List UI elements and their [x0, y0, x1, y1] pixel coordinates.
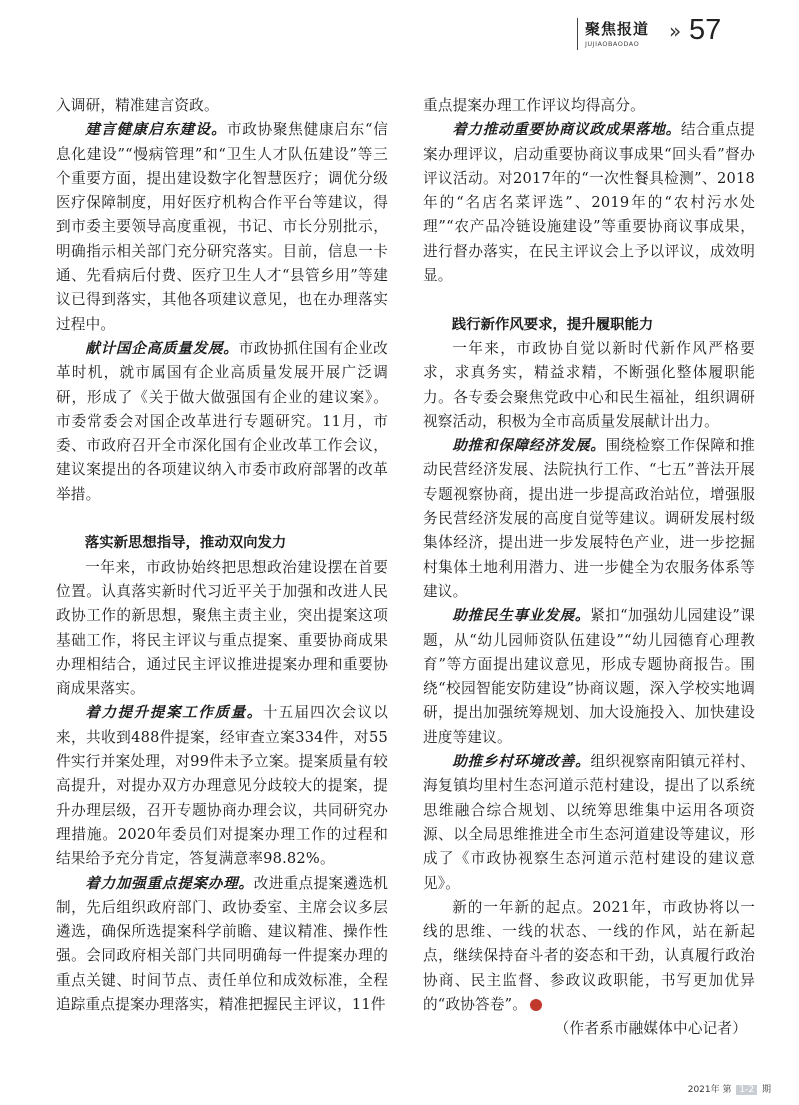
right-column: [423, 94, 755, 1042]
chevron-right-icon: »: [669, 19, 682, 43]
paragraph: [56, 94, 388, 118]
paragraph-lead: 助推和保障经济发展。: [452, 437, 606, 455]
section-heading: 落实新思想指导，推动双向发力: [84, 535, 287, 552]
paragraph-text: 结合重点提案办理评议，启动重要协商议事成果“回头看”督办评议活动。对2017年的“一次性餐具检测”、2018年的“名店名菜评选”、2019年的“农村污水处理”“农产品冷链设施建设”等重要协商议事成果，进行督办落实，在民主评议会上予以评议，成效明显。: [423, 121, 755, 285]
paragraph: [423, 750, 755, 896]
paragraph-lead: 献计国企高质量发展。: [85, 339, 239, 357]
paragraph-lead: 着力推动重要协商议政成果落地。: [452, 121, 681, 139]
paragraph-lead: 助推民生事业发展。: [452, 607, 591, 625]
paragraph-text: 十五届四次会议以来，共收到488件提案，经审查立案334件，对55件实行并案处理，对99件未予立案。提案质量有较高提升，对提办双方办理意见分歧较大的提案，提升办理层级，召开专题协商办理会议，共同研究办理措施。2020年委员们对提案办理工作的过程和结果给予充分肯定，答复满意率98.82%。: [56, 704, 388, 868]
section-spacer: [423, 288, 755, 312]
footer-di: 第: [722, 1085, 732, 1095]
footer-qi: 期: [761, 1085, 771, 1095]
paragraph-text: 市政协聚焦健康启东“信息化建设”“慢病管理”和“卫生人才队伍建设”等三个重要方面，提出建设数字化智慧医疗；调优分级医疗保障制度，用好医疗机构合作平台等建议，得到市委主要领导高度重视，书记、市长分别批示，明确指示相关部门充分研究落实。目前，信息一卡通、先看病后付费、医疗卫生人才“县管乡用”等建议已得到落实，其他各项建议意见，也在办理落实过程中。: [56, 121, 388, 333]
paragraph: [423, 118, 755, 288]
paragraph: [423, 896, 755, 1017]
end-seal-icon: [530, 999, 542, 1011]
paragraph: [423, 434, 755, 604]
page-footer: [688, 1082, 771, 1095]
paragraph-text: 紧扣“加强幼儿园建设”课题，从“幼儿园师资队伍建设”“幼儿园德育心理教育”等方面提出建议意见，形成专题协商报告。围绕“校园智能安防建设”协商议题，深入学校实地调研，提出加强统筹规划、加大设施投入、加快建设进度等建议。: [423, 607, 756, 746]
paragraph-text: 围绕检察工作保障和推动民营经济发展、法院执行工作、“七五”普法开展专题视察协商，提出进一步提高政治站位，增强服务民营经济发展的高度自觉等建议。调研发展村级集体经济，提出进一步发展特色产业，进一步挖掘村集体土地利用潜力、进一步健全为农服务体系等建议。: [423, 437, 755, 600]
author-note: [423, 1017, 755, 1041]
page-header: [573, 14, 773, 54]
paragraph-text: 重点提案办理工作评议均得高分。: [423, 97, 645, 114]
header-divider: [577, 18, 578, 50]
paragraph: [423, 604, 755, 750]
paragraph-text: 入调研，精准建言资政。: [56, 97, 219, 114]
paragraph-text: 改进重点提案遴选机制，先后组织政府部门、政协委室、主席会议多层遴选，确保所选提案科学前瞻、建议精准、操作性强。会同政府相关部门共同明确每一件提案办理的重点关键、时间节点、责任单位和成效标准，全程追踪重点提案办理落实，精准把握民主评议，11件: [56, 874, 388, 1013]
page-number: 57: [689, 14, 722, 46]
paragraph: [56, 701, 388, 871]
paragraph-lead: 着力提升提案工作质量。: [85, 704, 263, 722]
footer-issue: 1-2: [736, 1085, 757, 1095]
paragraph-lead: 建言健康启东建设。: [85, 121, 227, 139]
paragraph: [56, 872, 388, 1018]
footer-year: 2021年: [687, 1085, 720, 1095]
paragraph-text: 组织视察南阳镇元祥村、海复镇均里村生态河道示范村建设，提出了以系统思维融合综合规划、以统筹思维集中运用各项资源、以全局思维推进全市生态河道建设等建议，形成了《市政协视察生态河道示范村建设的建议意见》。: [423, 753, 755, 892]
paragraph-text: 一年来，市政协始终把思想政治建设摆在首要位置。认真落实新时代习近平关于加强和改进人民政协工作的新思想，聚焦主责主业，突出提案这项基础工作，将民主评议与重点提案、重要协商成果办理相结合，通过民主评议推进提案办理和重要协商成果落实。: [56, 558, 388, 698]
section-spacer: [56, 507, 388, 531]
paragraph: [56, 556, 388, 702]
paragraph-text: 新的一年新的起点。2021年，市政协将以一线的思维、一线的状态、一线的作风，站在新起点，继续保持奋斗者的姿态和干劲，认真履行政治协商、民主监督、参政议政职能，书写更加优异的“政协答卷”。: [423, 898, 755, 1013]
paragraph-lead: 着力加强重点提案办理。: [85, 874, 254, 892]
section-brand: 聚焦报道: [585, 20, 650, 38]
paragraph: [423, 337, 755, 434]
section-heading: 践行新作风要求，提升履职能力: [451, 316, 654, 333]
left-column: [56, 94, 388, 1017]
paragraph: [56, 337, 388, 507]
paragraph: [56, 118, 388, 337]
section-brand-pinyin: JUJIAOBAODAO: [585, 40, 640, 48]
paragraph-text: 一年来，市政协自觉以新时代新作风严格要求，求真务实，精益求精，不断强化整体履职能力。各专委会聚焦党政中心和民生福祉，组织调研视察活动，积极为全市高质量发展献计出力。: [423, 339, 755, 430]
paragraph-text: （作者系市融媒体中心记者）: [554, 1020, 747, 1038]
paragraph-lead: 助推乡村环境改善。: [452, 753, 591, 771]
paragraph: [423, 94, 755, 118]
paragraph-text: 市政协抓住国有企业改革时机，就市属国有企业高质量发展开展广泛调研，形成了《关于做大做强国有企业的建议案》。市委常委会对国企改革进行专题研究。11月，市委、市政府召开全市深化国有企业改革工作会议，建议案提出的各项建议纳入市委市政府部署的改革举措。: [56, 339, 388, 503]
